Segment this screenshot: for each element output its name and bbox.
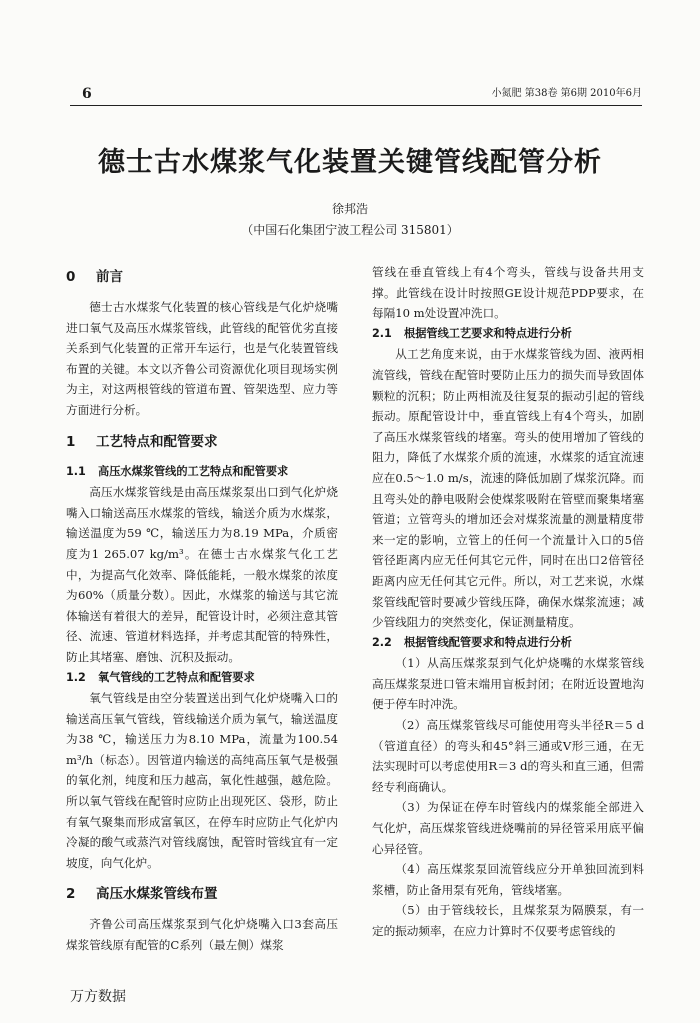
paragraph: 管线在垂直管线上有4个弯头，管线与设备共用支撑。此管线在设计时按照GE设计规范PDP要求，在每隔10 m处设置冲洗口。 [372, 265, 644, 321]
section-heading: 2 高压水煤浆管线布置 [66, 886, 218, 903]
paragraph: 氧气管线是由空分装置送出到气化炉烧嘴入口的输送高压氧气管线，管线输送介质为氧气，输送温度为38 ℃，输送压力为8.10 MPa，流量为100.54 m³/h（标态）。因管道内输送的高纯高压氧气是极强的氧化剂，纯度和压力越高，氧化性越强，越危险。所以氧气管线在配管时应防止出现死区、袋形，防止有氧气聚集而形成富氧区，在停车时应防止气化炉内冷凝的酸气或蒸汽对管线腐蚀，配管时管线宜有一定坡度，向气化炉。 [66, 691, 338, 870]
subsection-heading: 1.2 氧气管线的工艺特点和配管要求 [66, 670, 255, 684]
section-heading: 0 前言 [66, 269, 123, 285]
right-column [372, 262, 644, 942]
journal-info: 小氮肥 第38卷 第6期 2010年6月 [491, 88, 642, 99]
paragraph: 从工艺角度来说，由于水煤浆管线为固、液两相流管线，管线在配管时要防止压力的损失而导致固体颗粒的沉积；防止两相流及往复泵的振动引起的管线振动。原配管设计中，垂直管线上有4个弯头，加剧了高压水煤浆管线的堵塞。弯头的使用增加了管线的阻力，降低了水煤浆介质的流速，水煤浆的适宜流速应在0.5～1.0 m/s，流速的降低加剧了煤浆沉降。而且弯头处的静电吸附会使煤浆吸附在管壁而聚集堵塞管道；立管弯头的增加还会对煤浆流量的测量精度带来一定的影响，立管上的任何一个流量计入口的5倍管径距离内应无任何其它元件，同时在出口2倍管径距离内应无任何其它元件。所以，对工艺来说，水煤浆管线配管时要减少管线压降，确保水煤浆流速；减少管线阻力的突然变化，保证测量精度。 [372, 347, 644, 630]
paragraph: （2）高压煤浆管线尽可能使用弯头半径R＝5 d（管道直径）的弯头和45°斜三通或V形三通，在无法实现时可以考虑使用R＝3 d的弯头和直三通，但需经专利商确认。 [372, 718, 644, 794]
author: 徐邦浩 [331, 202, 368, 216]
article-title: 德士古水煤浆气化装置关键管线配管分析 [98, 147, 602, 178]
paragraph: 高压水煤浆管线是由高压煤浆泵出口到气化炉烧嘴入口输送高压水煤浆的管线，输送介质为水煤浆，输送温度为59 ℃，输送压力为8.19 MPa，介质密度为1 265.07 kg/m³。在德士古水煤浆气化工艺中，为提高气化效率、降低能耗，一般水煤浆的浓度为60%（质量分数）。因此，水煤浆的输送与其它流体输送有着很大的差异，配管设计时，必须注意其管径、流速、管道材料选择，并考虑其配管的特殊性，防止其堵塞、磨蚀、沉积及振动。 [66, 485, 338, 664]
page-number: 6 [82, 86, 92, 102]
affiliation: （中国石化集团宁波工程公司 315801） [241, 223, 459, 237]
watermark-text: 万方数据 [70, 989, 126, 1005]
subsection-heading: 2.1 根据管线工艺要求和特点进行分析 [372, 326, 572, 340]
paragraph: （3）为保证在停车时管线内的煤浆能全部进入气化炉，高压煤浆管线进烧嘴前的异径管采用底平偏心异径管。 [372, 800, 644, 856]
paragraph: 德士古水煤浆气化装置的核心管线是气化炉烧嘴进口氧气及高压水煤浆管线，此管线的配管优劣直接关系到气化装置的正常开车运行，也是气化装置管线布置的关键。本文以齐鲁公司资源优化项目现场实例为主，对这两根管线的管道布置、管架选型、应力等方面进行分析。 [66, 300, 338, 417]
paragraph: （1）从高压煤浆泵到气化炉烧嘴的水煤浆管线高压煤浆泵进口管末端用盲板封闭；在附近设置地沟便于停车时冲洗。 [372, 656, 644, 712]
paragraph: （4）高压煤浆泵回流管线应分开单独回流到料浆槽，防止备用泵有死角，管线堵塞。 [372, 862, 644, 897]
subsection-heading: 1.1 高压水煤浆管线的工艺特点和配管要求 [66, 464, 289, 478]
header-rule [70, 105, 642, 106]
left-column [66, 262, 338, 956]
paragraph: 齐鲁公司高压煤浆泵到气化炉烧嘴入口3套高压煤浆管线原有配管的C系列（最左侧）煤浆 [66, 917, 338, 953]
section-heading: 1 工艺特点和配管要求 [66, 433, 218, 450]
paragraph: （5）由于管线较长，且煤浆泵为隔膜泵，有一定的振动频率，在应力计算时不仅要考虑管线的 [372, 903, 644, 938]
subsection-heading: 2.2 根据管线配管要求和特点进行分析 [372, 635, 572, 649]
